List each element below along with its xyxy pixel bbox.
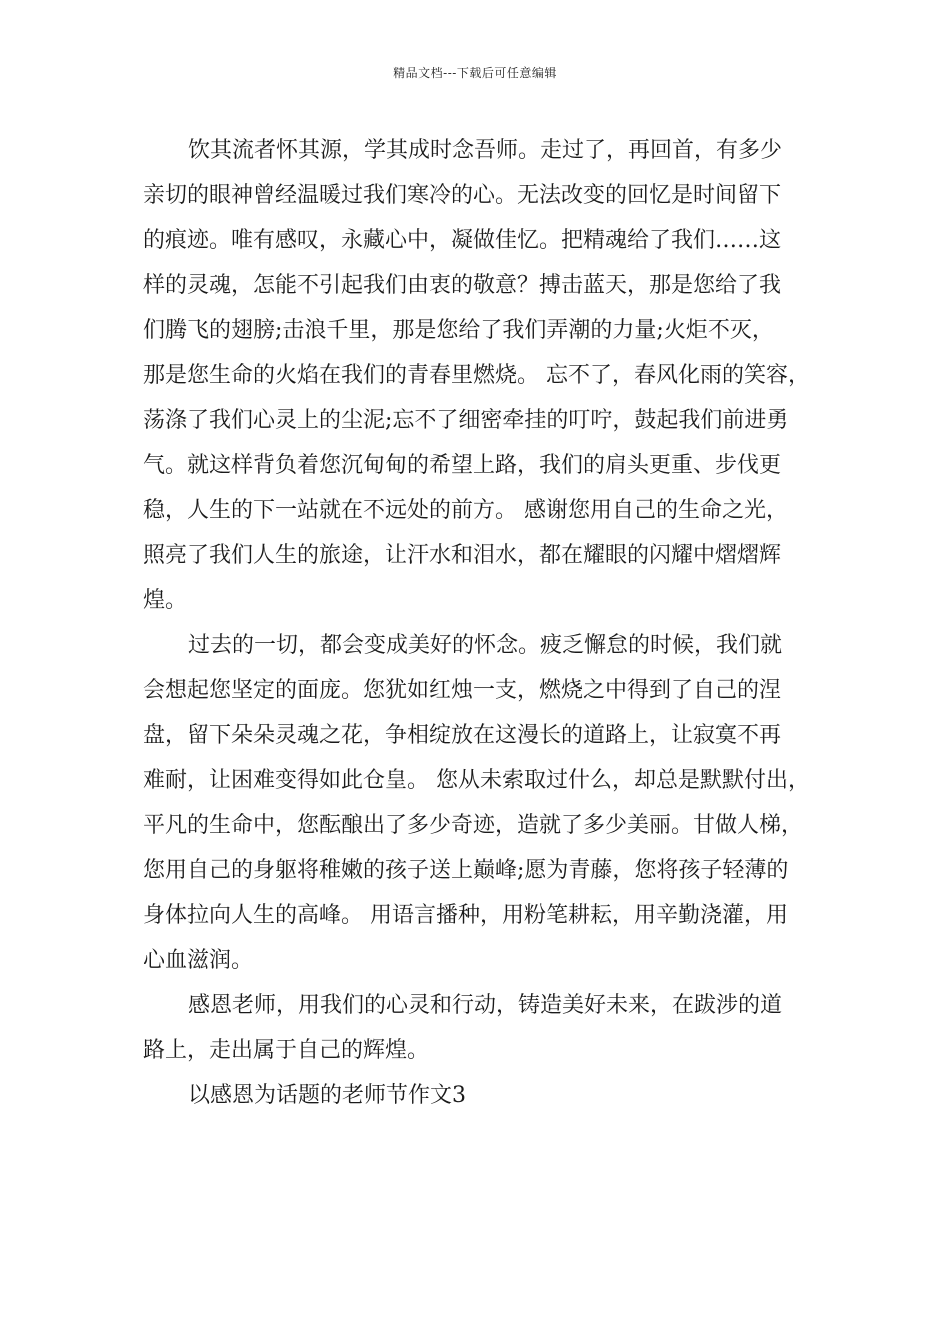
paragraph-line: 们腾飞的翅膀;击浪千里，那是您给了我们弄潮的力量;火炬不灭， [143, 318, 774, 343]
paragraph-3 [143, 983, 823, 1073]
paragraph-line: 照亮了我们人生的旅途，让汗水和泪水，都在耀眼的闪耀中熠熠辉 [143, 543, 782, 568]
paragraph-line: 难耐，让困难变得如此仓皇。 您从未索取过什么，却总是默默付出， [143, 768, 810, 793]
paragraph-line: 心血滋润。 [143, 948, 254, 973]
section-title [143, 1073, 823, 1118]
paragraph-line: 样的灵魂，怎能不引起我们由衷的敬意？搏击蓝天，那是您给了我 [143, 273, 782, 298]
paragraph-line: 身体拉向人生的高峰。 用语言播种，用粉笔耕耘，用辛勤浇灌，用 [143, 903, 788, 928]
paragraph-line: 感恩老师，用我们的心灵和行动，铸造美好未来，在跋涉的道 [188, 993, 783, 1018]
paragraph-line: 气。就这样背负着您沉甸甸的希望上路，我们的肩头更重、步伐更 [143, 453, 782, 478]
paragraph-2 [143, 623, 823, 983]
paragraph-line: 亲切的眼神曾经温暖过我们寒冷的心。无法改变的回忆是时间留下 [143, 183, 782, 208]
paragraph-line: 饮其流者怀其源，学其成时念吾师。走过了，再回首，有多少 [188, 138, 783, 163]
paragraph-line: 稳，人生的下一站就在不远处的前方。 感谢您用自己的生命之光， [143, 498, 788, 523]
paragraph-line: 盘，留下朵朵灵魂之花，争相绽放在这漫长的道路上，让寂寞不再 [143, 723, 782, 748]
paragraph-line: 荡涤了我们心灵上的尘泥;忘不了细密牵挂的叮咛，鼓起我们前进勇 [143, 408, 789, 433]
paragraph-line: 您用自己的身躯将稚嫩的孩子送上巅峰;愿为青藤，您将孩子轻薄的 [143, 858, 789, 883]
paragraph-line: 路上，走出属于自己的辉煌。 [143, 1038, 430, 1063]
paragraph-line: 会想起您坚定的面庞。您犹如红烛一支，燃烧之中得到了自己的涅 [143, 678, 782, 703]
paragraph-line: 那是您生命的火焰在我们的青春里燃烧。 忘不了，春风化雨的笑容， [143, 363, 810, 388]
paragraph-line: 煌。 [143, 588, 188, 613]
document-header: 精品文档---下载后可任意编辑 [393, 66, 557, 80]
paragraph-1 [143, 128, 823, 623]
paragraph-line: 平凡的生命中，您酝酿出了多少奇迹，造就了多少美丽。甘做人梯， [143, 813, 804, 838]
paragraph-line: 的痕迹。唯有感叹，永藏心中，凝做佳忆。把精魂给了我们……这 [143, 228, 782, 253]
document-body [143, 128, 823, 1118]
section-title-line: 以感恩为话题的老师节作文3 [188, 1083, 466, 1108]
paragraph-line: 过去的一切，都会变成美好的怀念。疲乏懈怠的时候，我们就 [188, 633, 783, 658]
